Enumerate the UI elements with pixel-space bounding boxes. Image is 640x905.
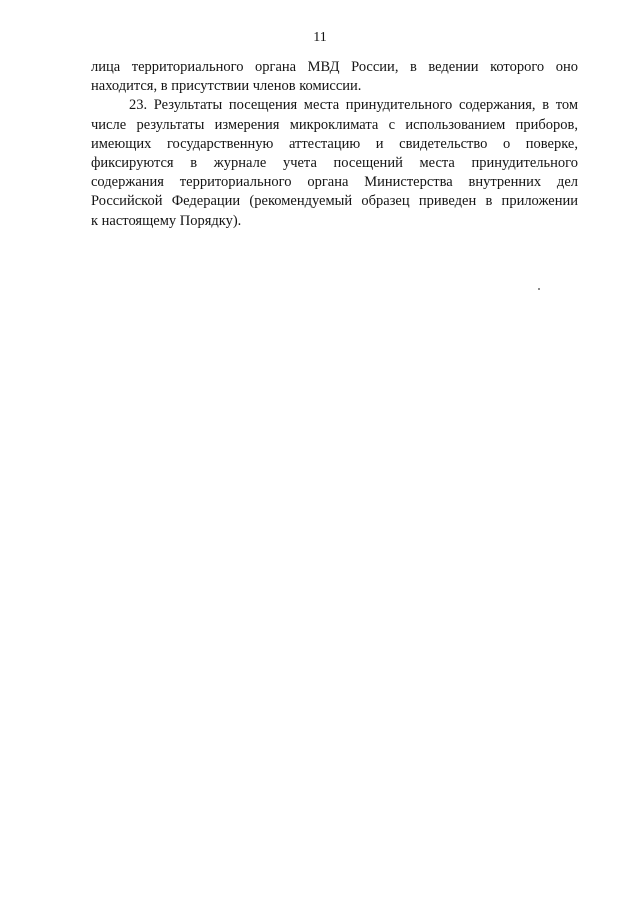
- text-line: лица территориального органа МВД России, в ведении которого оно: [91, 59, 578, 75]
- text-line: находится, в присутствии членов комиссии.: [91, 78, 362, 95]
- text-line: имеющих государственную аттестацию и свидетельство о поверке,: [91, 135, 578, 152]
- text-line: фиксируются в журнале учета посещений места принудительного: [91, 155, 578, 172]
- text-line: к настоящему Порядку).: [91, 212, 242, 229]
- text-line: содержания территориального органа Министерства внутренних дел: [91, 174, 578, 191]
- scan-speck: [538, 288, 540, 290]
- page-number: 11: [313, 30, 327, 45]
- body-text: [91, 58, 578, 231]
- text-line: 23. Результаты посещения места принудительного содержания, в том: [129, 97, 578, 114]
- paragraph-continuation: [91, 58, 578, 96]
- text-line: Российской Федерации (рекомендуемый образец приведен в приложении: [91, 193, 578, 210]
- paragraph-item-23: [91, 96, 578, 230]
- text-line: числе результаты измерения микроклимата с использованием приборов,: [91, 116, 578, 133]
